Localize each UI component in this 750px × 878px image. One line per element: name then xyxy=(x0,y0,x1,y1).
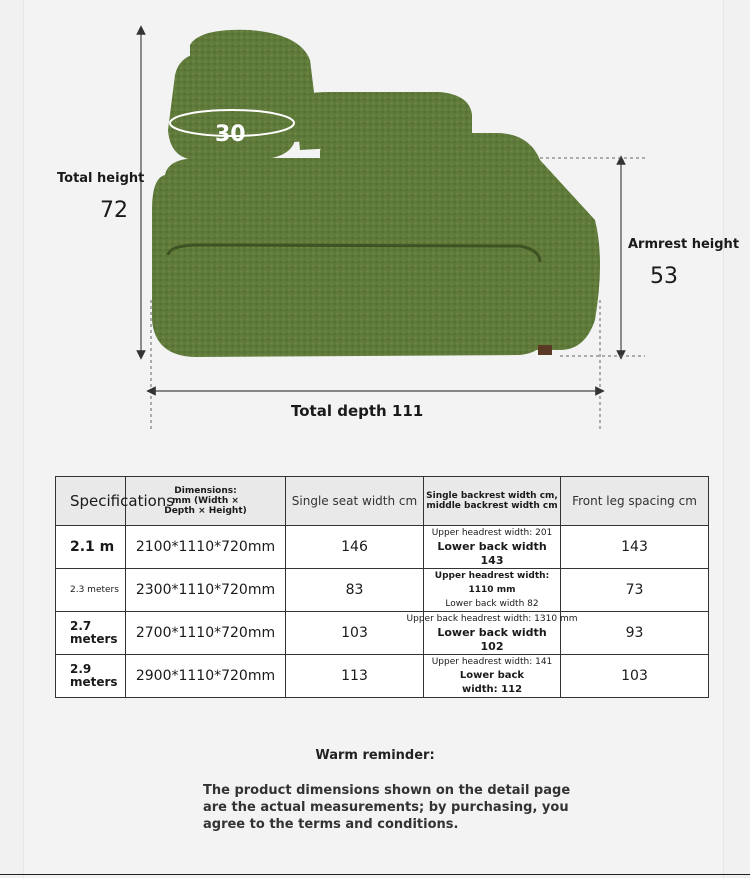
table-row xyxy=(56,569,709,612)
header-backrest-width: Single backrest width cm, middle backrest width cm xyxy=(424,477,561,526)
reminder-line: The product dimensions shown on the detail page xyxy=(203,783,571,798)
size-cell: 2.3 meters xyxy=(56,569,126,612)
reminder-line: agree to the terms and conditions. xyxy=(203,817,459,832)
backrest-cell: Upper headrest width: 201 Lower back width 143 xyxy=(424,526,561,569)
reminder-title: Warm reminder: xyxy=(315,748,435,763)
leg-spacing-cell: 143 xyxy=(561,526,709,569)
backrest-cell: Upper back headrest width: 1310 mm Lower back width 102 xyxy=(424,612,561,655)
header-seat-width: Single seat width cm xyxy=(286,477,424,526)
armrest-height-value: 53 xyxy=(650,264,678,289)
table-row xyxy=(56,612,709,655)
header-specifications: Specifications xyxy=(56,477,126,526)
seat-width-cell: 113 xyxy=(286,655,424,698)
dimensions-cell: 2100*1110*720mm xyxy=(126,526,286,569)
size-cell: 2.1 m xyxy=(56,526,126,569)
leg-spacing-cell: 103 xyxy=(561,655,709,698)
specifications-table xyxy=(55,476,709,698)
seat-width-cell: 146 xyxy=(286,526,424,569)
armrest-height-label: Armrest height xyxy=(628,237,740,252)
total-height-label: Total height xyxy=(57,171,145,186)
dimensions-cell: 2900*1110*720mm xyxy=(126,655,286,698)
reminder-body xyxy=(203,782,583,833)
backrest-cell: Upper headrest width: 1110 mm Lower back width 82 xyxy=(424,569,561,612)
leg-spacing-cell: 93 xyxy=(561,612,709,655)
header-dimensions: Dimensions: mm (Width × Depth × Height) xyxy=(126,477,286,526)
sofa-image xyxy=(152,30,600,357)
size-cell: 2.9 meters xyxy=(56,655,126,698)
total-depth-label: Total depth 111 xyxy=(291,402,424,420)
leg-spacing-cell: 73 xyxy=(561,569,709,612)
header-front-leg-spacing: Front leg spacing cm xyxy=(561,477,709,526)
table-row xyxy=(56,526,709,569)
seat-width-cell: 103 xyxy=(286,612,424,655)
dimensions-cell: 2300*1110*720mm xyxy=(126,569,286,612)
size-cell: 2.7 meters xyxy=(56,612,126,655)
bottom-divider xyxy=(0,874,750,875)
total-height-value: 72 xyxy=(100,198,128,223)
backrest-cell: Upper headrest width: 141 Lower back width: 112 xyxy=(424,655,561,698)
headrest-width-value: 30 xyxy=(215,122,246,147)
seat-width-cell: 83 xyxy=(286,569,424,612)
dimensions-cell: 2700*1110*720mm xyxy=(126,612,286,655)
table-header-row xyxy=(56,477,709,526)
table-row xyxy=(56,655,709,698)
reminder-line: are the actual measurements; by purchasing, you xyxy=(203,800,569,815)
